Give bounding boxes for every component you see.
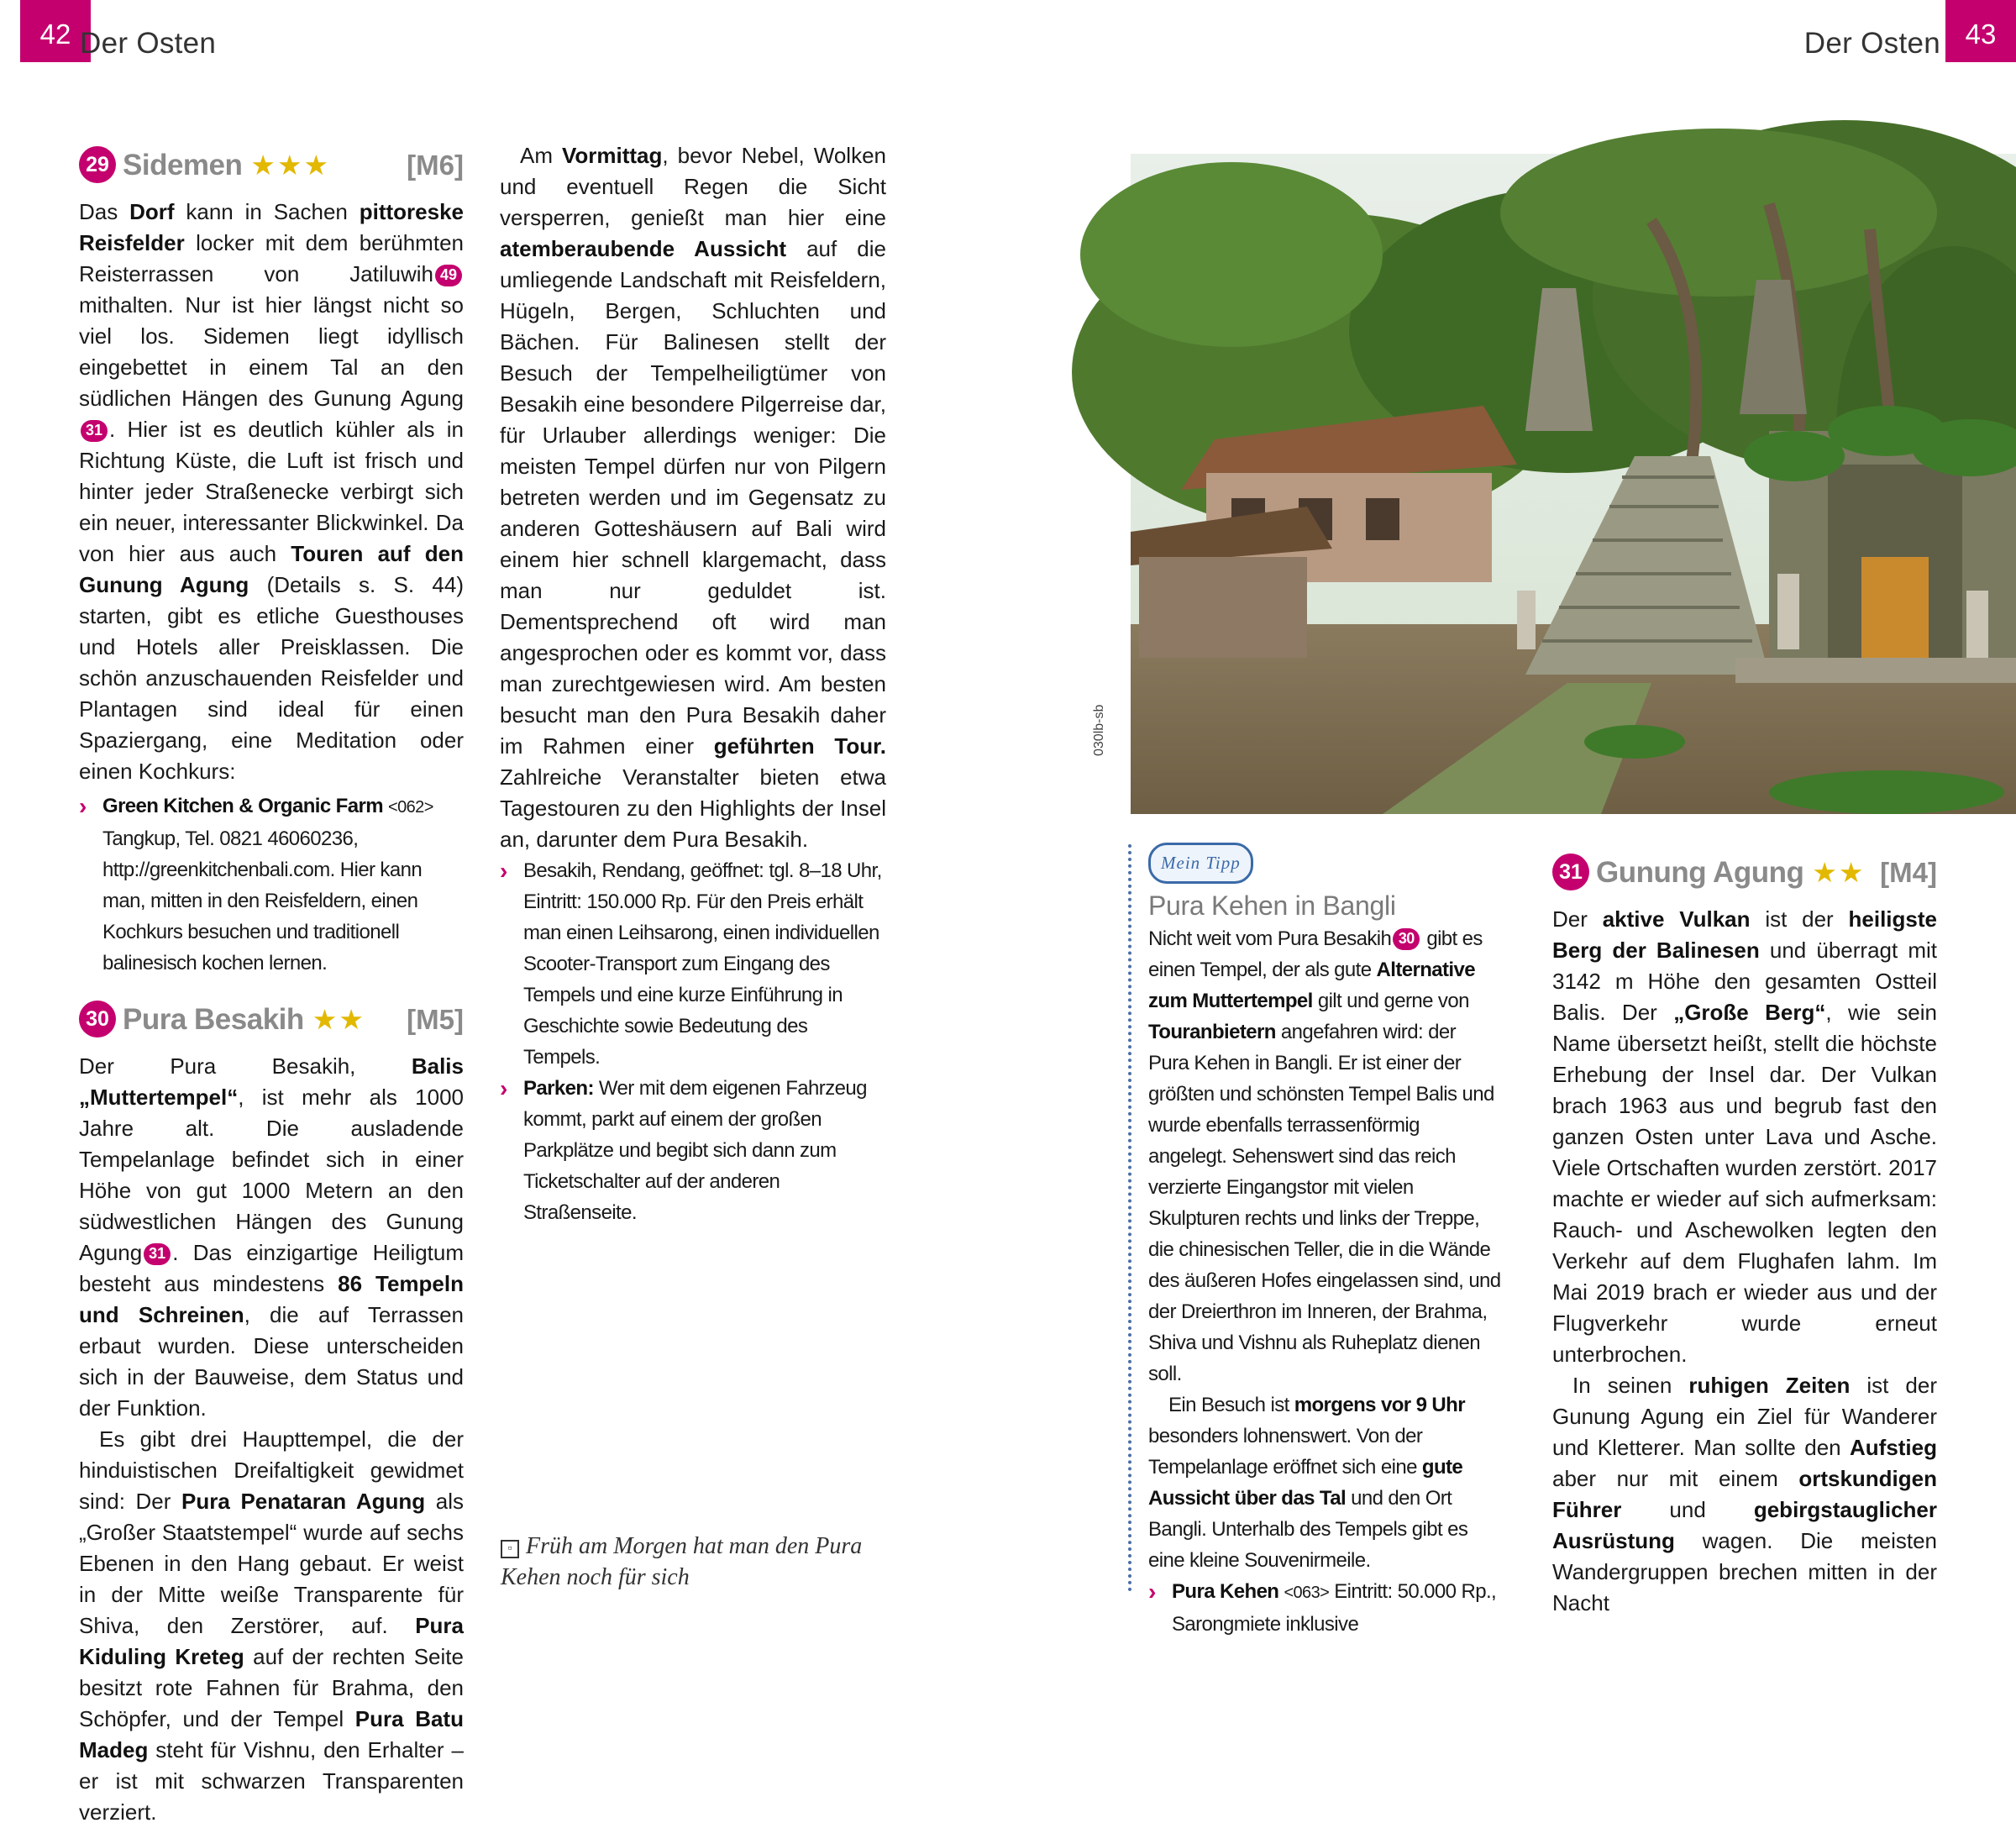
right-column-agung — [1552, 848, 1937, 1619]
info-entry: › Pura Kehen <063> Eintritt: 50.000 Rp., Sarongmiete inklusive — [1148, 1576, 1501, 1640]
section-title: Sidemen — [123, 148, 243, 181]
chevron-right-icon: › — [1148, 1578, 1156, 1605]
section-title: Gunung Agung — [1596, 855, 1804, 889]
left-column-1 — [79, 141, 464, 1828]
tip-box-rule — [1128, 844, 1131, 1592]
map-grid-ref: [M6] — [407, 149, 464, 181]
section-number-badge: 30 — [79, 1001, 116, 1037]
paragraph: In seinen ruhigen Zeiten ist der Gunung Agung ein Ziel für Wanderer und Kletterer. Man sollte den Aufstieg aber nur mit einem ortskundigen Führer und gebirgstauglicher Ausrüstung wagen. Die meisten Wandergruppen brechen mitten in der Nacht — [1552, 1373, 1937, 1615]
temple-photo-illustration — [1131, 154, 2016, 814]
section-heading-agung — [1552, 848, 1937, 896]
section-title: Pura Besakih — [123, 1002, 304, 1036]
tip-title: Pura Kehen in Bangli — [1148, 890, 1396, 921]
photo-caption-icon: ▫ — [501, 1540, 519, 1558]
paragraph: Es gibt drei Haupttempel, die der hinduistischen Dreifaltigkeit gewidmet sind: Der Pura Penataran Agung als „Großer Staatstempel“ wurde auf sechs Ebenen in den Hang gebaut. Er weist in der Mitte weiße Transparente für Shiva, den Zerstörer, auf. Pura Kiduling Kreteg auf der rechten Seite besitzt rote Fahnen für Brahma, den Schöpfer, und der Tempel Pura Batu Madeg steht für Vishnu, den Erhalter – er ist mit schwarzen Transparenten verziert. — [79, 1426, 464, 1825]
section-heading-besakih — [79, 995, 464, 1043]
rating-stars: ★★ — [1812, 856, 1866, 888]
paragraph: Der aktive Vulkan ist der heiligste Berg der Balinesen und überragt mit 3142 m Höhe den gesamten Ostteil Balis. Der „Große Berg“, wie sein Name übersetzt heißt, stellt die höchste Erhebung der Insel dar. Der Vulkan brach 1963 aus und begrub fast den ganzen Osten unter Lava und Asche. Viele Ortschaften wurden zerstört. 2017 machte er wieder auf sich aufmerksam: Rauch- und Aschewolken legten den Verkehr auf dem Flughafen lahm. Im Mai 2019 brach er wieder aus und der Flugverkehr wurde erneut unterbrochen. — [1552, 906, 1938, 1367]
section-heading-sidemen — [79, 141, 464, 188]
right-running-head: Der Osten — [1803, 27, 1940, 60]
info-entry: › Green Kitchen & Organic Farm <062> Tangkup, Tel. 0821 46060236, http://greenkitchenbali.com. Hier kann man, mitten in den Reisfeldern, einen Kochkurs besuchen und traditionell balinesisch kochen lernen. — [79, 791, 464, 979]
paragraph: Der Pura Besakih, Balis „Muttertempel“, ist mehr als 1000 Jahre alt. Die ausladende Tempelanlage befindet sich in einer Höhe von gut 1000 Metern an den südwestlichen Hängen des Gunung Agung 31 . Das einzigartige Heiligtum besteht aus mindestens 86 Tempeln und Schreinen, die auf Terrassen erbaut wurden. Diese unterscheiden sich in der Bauweise, dem Status und der Funktion. — [79, 1053, 464, 1421]
poi-reference-badge: 30 — [1393, 928, 1420, 950]
rating-stars: ★★★ — [250, 149, 331, 181]
paragraph: Nicht weit vom Pura Besakih 30 gibt es einen Tempel, der als gute Alternative zum Muttertempel gilt und gerne von Touranbietern angefahren wird: der Pura Kehen in Bangli. Er ist einer der größten und schönsten Tempel Balis und wurde ebenfalls terrassenförmig angelegt. Sehenswert sind das reich verzierte Eingangstor mit vielen Skulpturen rechts und links der Treppe, die chinesischen Teller, die in die Wände des äußeren Hofes eingelassen sind, und der Dreierthron im Inneren, der Brahma, Shiva und Vishnu als Ruheplatz dienen soll. — [1148, 927, 1501, 1385]
poi-reference-badge: 31 — [81, 420, 108, 442]
poi-reference-badge: 49 — [435, 265, 462, 286]
right-page-number: 43 — [1945, 0, 2016, 62]
left-running-head: Der Osten — [80, 27, 217, 60]
map-grid-ref: [M4] — [1880, 856, 1937, 888]
poi-reference-badge: 31 — [144, 1243, 171, 1265]
paragraph: Am Vormittag, bevor Nebel, Wolken und eventuell Regen die Sicht versperren, genießt man hier eine atemberaubende Aussicht auf die umliegende Landschaft mit Reisfeldern, Hügeln, Bergen, Schluchten und Bächen. Für Balinesen stellt der Besuch der Tempelheiligtümer von Besakih eine besondere Pilgerreise dar, für Urlauber allerdings weniger: Die meisten Tempel dürfen nur von Pilgern betreten werden und im Gegensatz zu anderen Gotteshäusern auf Bali wird einem hier schnell klargemacht, dass man nur geduldet ist. Dementsprechend oft wird man angesprochen oder es kommt vor, dass man zurechtgewiesen wird. Am besten besucht man den Pura Besakih daher im Rahmen einer geführten Tour. Zahlreiche Veranstalter bieten etwa Tagestouren zu den Highlights der Insel an, darunter dem Pura Besakih. — [500, 143, 886, 852]
section-number-badge: 31 — [1552, 854, 1589, 890]
paragraph: Ein Besuch ist morgens vor 9 Uhr besonders lohnenswert. Von der Tempelanlage eröffnet sich eine gute Aussicht über das Tal und den Ort Bangli. Unterhalb des Tempels gibt es eine kleine Souvenirmeile. — [1148, 1394, 1468, 1572]
photo-caption: ▫ Früh am Morgen hat man den Pura Kehen noch für sich — [501, 1533, 863, 1590]
map-grid-ref: [M5] — [407, 1003, 464, 1035]
info-entry: › Besakih, Rendang, geöffnet: tgl. 8–18 Uhr, Eintritt: 150.000 Rp. Für den Preis erhält man einen Leihsarong, einen individuellen Scooter-Transport zum Eingang des Tempels und eine kurze Einführung in Geschichte sowie Bedeutung des Tempels. — [500, 855, 886, 1073]
chevron-right-icon: › — [500, 858, 507, 884]
temple-photo — [1131, 154, 2016, 814]
section-number-badge: 29 — [79, 146, 116, 183]
rating-stars: ★★ — [312, 1003, 365, 1035]
left-page-number: 42 — [20, 0, 91, 62]
tip-box — [1148, 843, 1501, 1640]
chevron-right-icon: › — [500, 1075, 507, 1101]
chevron-right-icon: › — [79, 793, 87, 819]
photo-credit: 030lb-sb — [1092, 704, 1106, 756]
info-entry: › Parken: Wer mit dem eigenen Fahrzeug kommt, parkt auf einem der großen Parkplätze und begibt sich dann zum Ticketschalter auf der anderen Straßenseite. — [500, 1073, 886, 1228]
tip-badge: Mein Tipp — [1148, 843, 1253, 884]
column-2-continuation — [500, 141, 886, 360]
paragraph: Das Dorf kann in Sachen pittoreske Reisfelder locker mit dem berühmten Reisterrassen von Jatiluwih 49 mithalten. Nur ist hier längst nicht so viel los. Sidemen liegt idyllisch eingebettet in einem Tal an den südlichen Hängen des Gunung Agung31 . Hier ist es deutlich kühler als in Richtung Küste, die Luft ist frisch und hinter jeder Straßenecke verbirgt sich ein neuer, interessanter Blickwinkel. Da von hier aus auch Touren auf den Gunung Agung (Details s. S. 44) starten, gibt es etliche Guesthouses und Hotels aller Preisklassen. Die schön anzuschauenden Reisfelder und Plantagen sind ideal für einen Spaziergang, eine Meditation oder einen Kochkurs: — [79, 199, 464, 784]
